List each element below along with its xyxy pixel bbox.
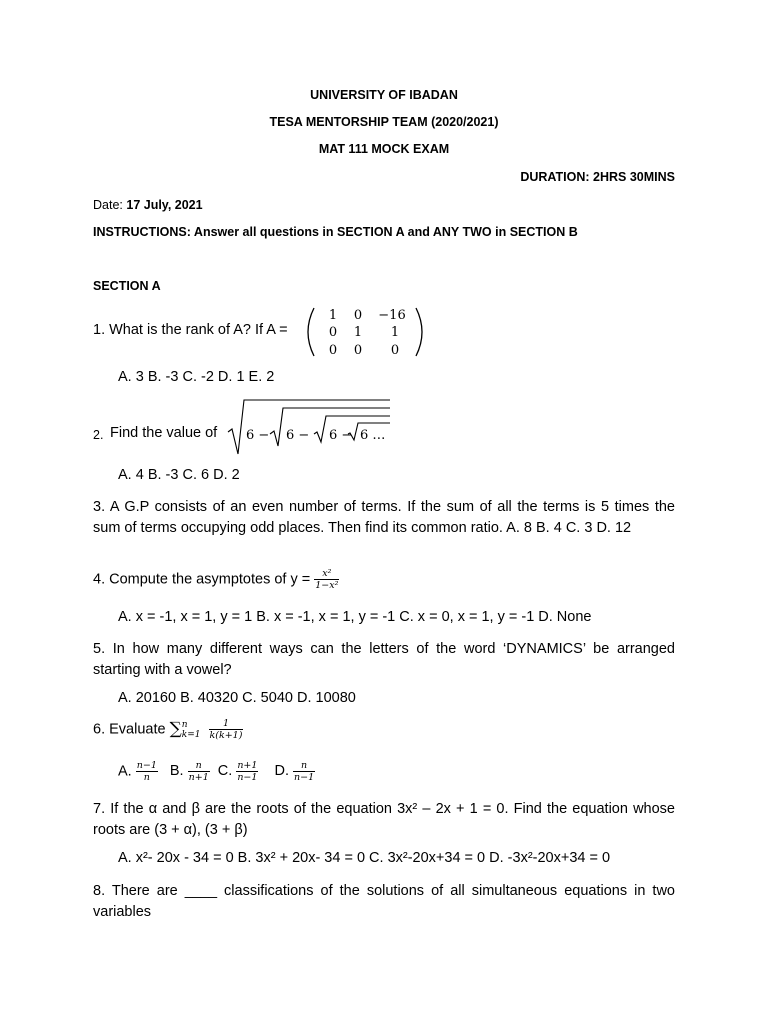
matrix-cell: −16 bbox=[378, 308, 406, 323]
q5-options: A. 20160 B. 40320 C. 5040 D. 10080 bbox=[118, 690, 356, 706]
fraction-numerator: n bbox=[188, 760, 210, 772]
matrix-cell: 0 bbox=[390, 343, 400, 358]
date-label: Date: bbox=[93, 198, 123, 212]
option-fraction bbox=[188, 760, 210, 783]
q6-fraction bbox=[209, 718, 244, 741]
fraction-denominator: 1−x² bbox=[315, 580, 339, 591]
q2-options: A. 4 B. -3 C. 6 D. 2 bbox=[118, 467, 240, 483]
university-title: UNIVERSITY OF IBADAN bbox=[310, 88, 458, 102]
matrix-cell: 0 bbox=[353, 343, 363, 358]
sigma-icon: ∑ bbox=[169, 719, 182, 739]
option-label: B. bbox=[169, 763, 184, 780]
instructions: INSTRUCTIONS: Answer all questions in SECTION A and ANY TWO in SECTION B bbox=[93, 225, 578, 239]
q2-nested-radical bbox=[226, 396, 396, 458]
matrix-cell: 0 bbox=[328, 343, 338, 358]
fraction-denominator: n−1 bbox=[237, 772, 258, 783]
option-label: C. bbox=[217, 763, 233, 780]
fraction-denominator: n bbox=[143, 772, 150, 783]
q4-text: 4. Compute the asymptotes of y = bbox=[93, 571, 311, 588]
matrix-cell: 1 bbox=[390, 325, 400, 340]
option-fraction bbox=[136, 760, 158, 783]
date-line bbox=[93, 198, 203, 212]
sum-lower: k=1 bbox=[181, 730, 201, 740]
q7-text: 7. If the α and β are the roots of the equation 3x² – 2x + 1 = 0. Find the equation whose roots are (3 + α), (3 + β) bbox=[93, 801, 675, 838]
radical-term: 6 − bbox=[246, 428, 270, 443]
q6-options bbox=[118, 760, 315, 783]
fraction-numerator: x² bbox=[314, 568, 339, 580]
sum-upper: n bbox=[181, 720, 188, 730]
q1-matrix bbox=[300, 304, 430, 360]
radical-term: 6 − bbox=[329, 428, 353, 443]
fraction-numerator: n+1 bbox=[237, 760, 258, 771]
fraction-denominator: k(k+1) bbox=[209, 730, 243, 741]
fraction-numerator: n−1 bbox=[136, 760, 157, 771]
matrix-cell: 1 bbox=[353, 325, 363, 340]
matrix-cell: 0 bbox=[353, 308, 363, 323]
option-fraction bbox=[236, 760, 258, 783]
section-a-heading: SECTION A bbox=[93, 279, 161, 293]
option-fraction bbox=[293, 760, 315, 783]
q1-options: A. 3 B. -3 C. -2 D. 1 E. 2 bbox=[118, 369, 275, 385]
duration: DURATION: 2HRS 30MINS bbox=[520, 170, 675, 184]
radical-term: 6 … bbox=[360, 428, 386, 443]
summation bbox=[170, 719, 201, 740]
q7-options: A. x²- 20x - 34 = 0 B. 3x² + 20x- 34 = 0 C. 3x²-20x+34 = 0 D. -3x²-20x+34 = 0 bbox=[118, 850, 611, 866]
q4-fraction bbox=[314, 568, 339, 591]
q6-line bbox=[93, 718, 243, 741]
q6-text: 6. Evaluate bbox=[93, 721, 166, 738]
fraction-denominator: n−1 bbox=[294, 772, 315, 783]
matrix-cell: 0 bbox=[328, 325, 338, 340]
q8-text: 8. There are ____ classifications of the solutions of all simultaneous equations in two variables bbox=[93, 883, 675, 920]
q2-number: 2. bbox=[93, 428, 104, 442]
option-label: A. bbox=[118, 763, 132, 780]
team-title: TESA MENTORSHIP TEAM (2020/2021) bbox=[269, 115, 499, 129]
q2-text: Find the value of bbox=[110, 425, 218, 441]
q5-text: 5. In how many different ways can the letters of the word ‘DYNAMICS’ be arranged starting with a vowel? bbox=[93, 641, 675, 678]
fraction-denominator: n+1 bbox=[188, 772, 209, 783]
date-value: 17 July, 2021 bbox=[126, 198, 203, 212]
radical-term: 6 − bbox=[286, 428, 310, 443]
fraction-numerator: 1 bbox=[209, 718, 244, 730]
matrix-cell: 1 bbox=[328, 308, 338, 323]
q1-text: 1. What is the rank of A? If A = bbox=[93, 322, 288, 338]
exam-title: MAT 111 MOCK EXAM bbox=[318, 142, 450, 156]
q3-text: 3. A G.P consists of an even number of terms. If the sum of all the terms is 5 times the sum of terms occupying odd places. Then find its common ratio. A. 8 B. 4 C. 3 D. 12 bbox=[93, 499, 675, 536]
q4-options: A. x = -1, x = 1, y = 1 B. x = -1, x = 1, y = -1 C. x = 0, x = 1, y = -1 D. None bbox=[118, 609, 592, 625]
q4-line bbox=[93, 568, 339, 591]
option-label: D. bbox=[274, 763, 289, 780]
fraction-numerator: n bbox=[293, 760, 315, 772]
